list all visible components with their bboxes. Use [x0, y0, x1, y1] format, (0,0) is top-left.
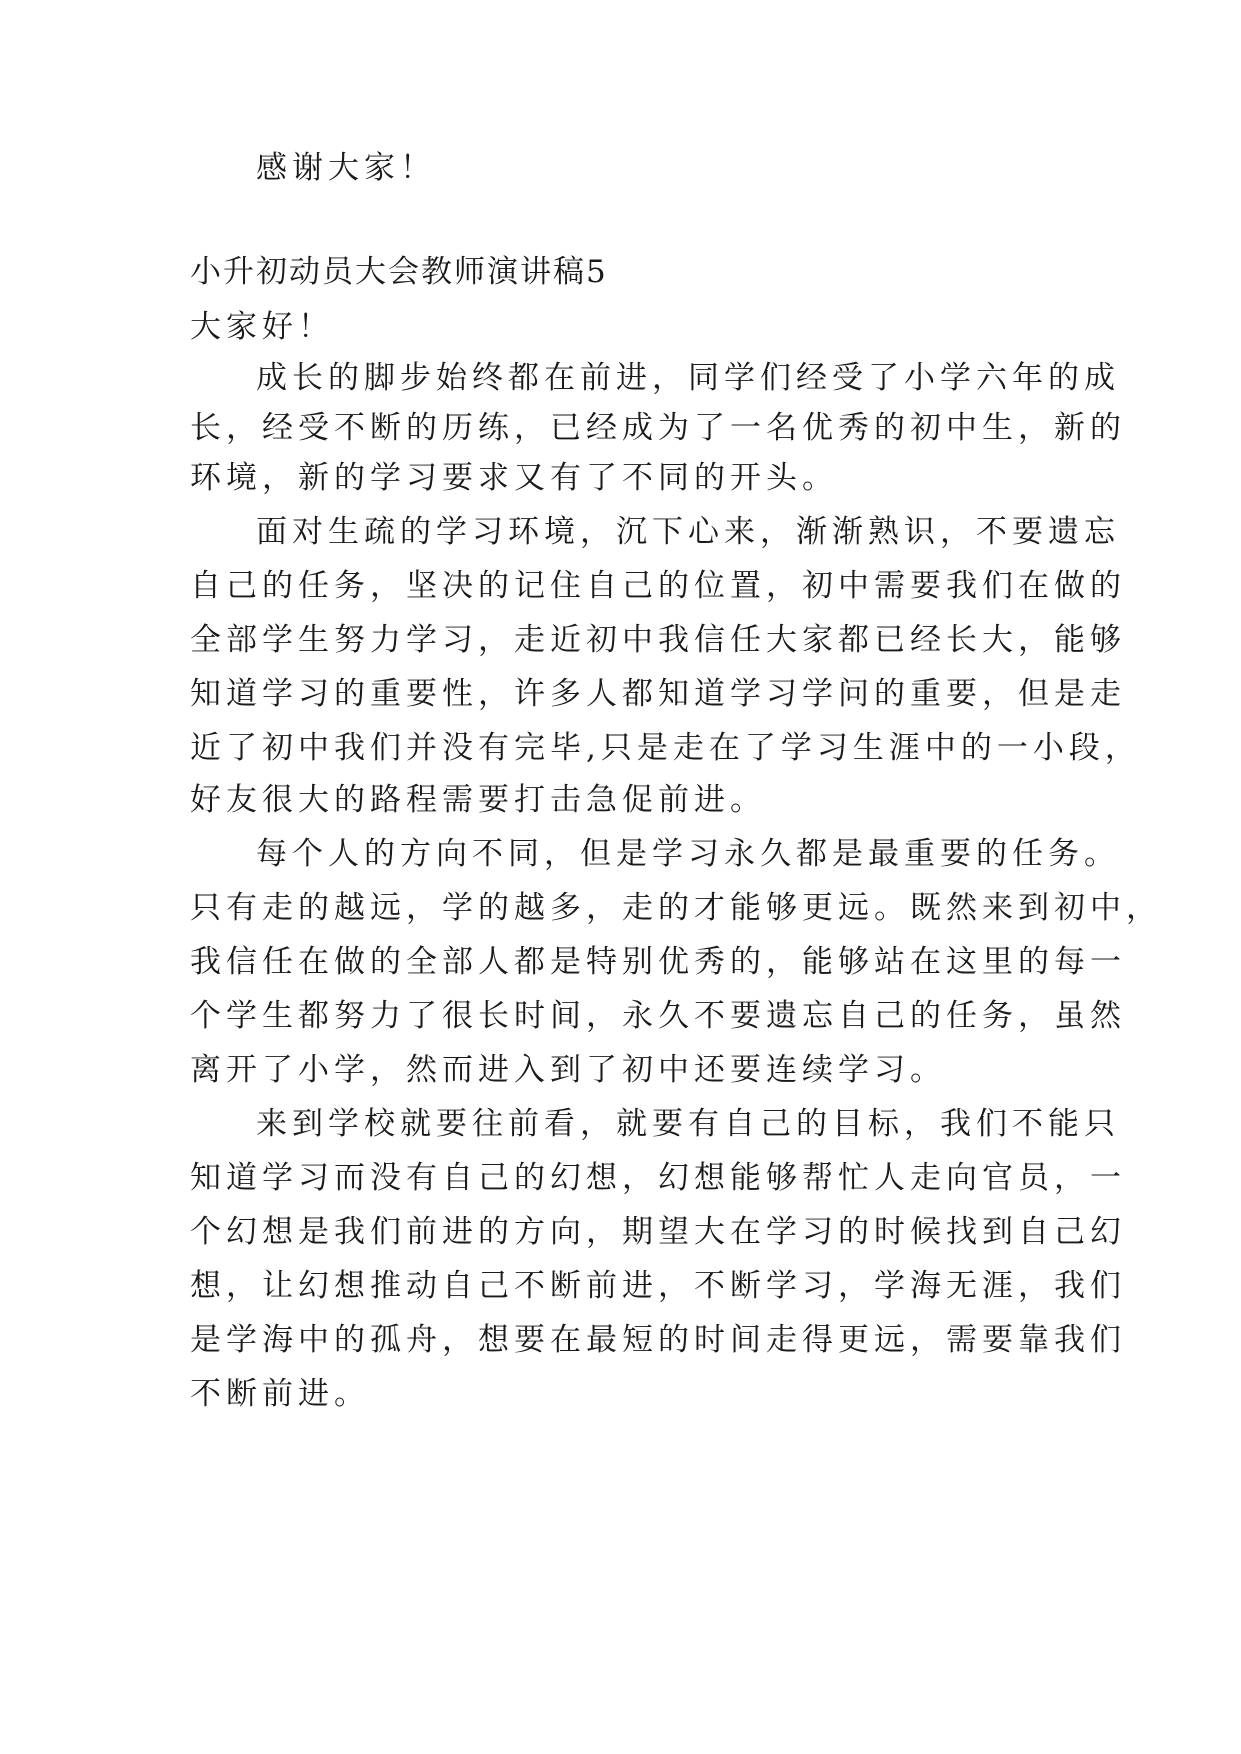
closing-line: 感谢大家！ [256, 150, 436, 186]
paragraph-line: 环境，新的学习要求又有了不同的开头。 [190, 460, 838, 496]
paragraph-line: 近了初中我们并没有完毕,只是走在了学习生涯中的一小段， [190, 730, 1141, 766]
paragraph-line: 不断前进。 [190, 1376, 370, 1412]
paragraph-line: 想，让幻想推动自己不断前进，不断学习，学海无涯，我们 [190, 1268, 1126, 1304]
paragraph-line: 只有走的越远，学的越多，走的才能够更远。既然来到初中， [190, 890, 1162, 926]
greeting-line: 大家好！ [190, 309, 334, 345]
paragraph-line: 个幻想是我们前进的方向，期望大在学习的时候找到自己幻 [190, 1214, 1126, 1250]
paragraph-line: 长，经受不断的历练，已经成为了一名优秀的初中生，新的 [190, 410, 1126, 446]
paragraph-line: 好友很大的路程需要打击急促前进。 [190, 782, 766, 818]
paragraph-line: 每个人的方向不同，但是学习永久都是最重要的任务。 [256, 836, 1120, 872]
paragraph-line: 个学生都努力了很长时间，永久不要遗忘自己的任务，虽然 [190, 998, 1126, 1034]
paragraph-line: 全部学生努力学习，走近初中我信任大家都已经长大，能够 [190, 622, 1126, 658]
paragraph-line: 知道学习的重要性，许多人都知道学习学问的重要，但是走 [190, 676, 1126, 712]
paragraph-line: 自己的任务，坚决的记住自己的位置，初中需要我们在做的 [190, 568, 1126, 604]
speech-title: 小升初动员大会教师演讲稿5 [190, 254, 608, 290]
paragraph-line: 我信任在做的全部人都是特别优秀的，能够站在这里的每一 [190, 944, 1126, 980]
paragraph-line: 是学海中的孤舟，想要在最短的时间走得更远，需要靠我们 [190, 1322, 1126, 1358]
paragraph-line: 离开了小学，然而进入到了初中还要连续学习。 [190, 1052, 946, 1088]
paragraph-line: 成长的脚步始终都在前进，同学们经受了小学六年的成 [256, 360, 1120, 396]
paragraph-line: 面对生疏的学习环境，沉下心来，渐渐熟识，不要遗忘 [256, 514, 1120, 550]
paragraph-line: 来到学校就要往前看，就要有自己的目标，我们不能只 [256, 1106, 1120, 1142]
paragraph-line: 知道学习而没有自己的幻想，幻想能够帮忙人走向官员，一 [190, 1160, 1126, 1196]
